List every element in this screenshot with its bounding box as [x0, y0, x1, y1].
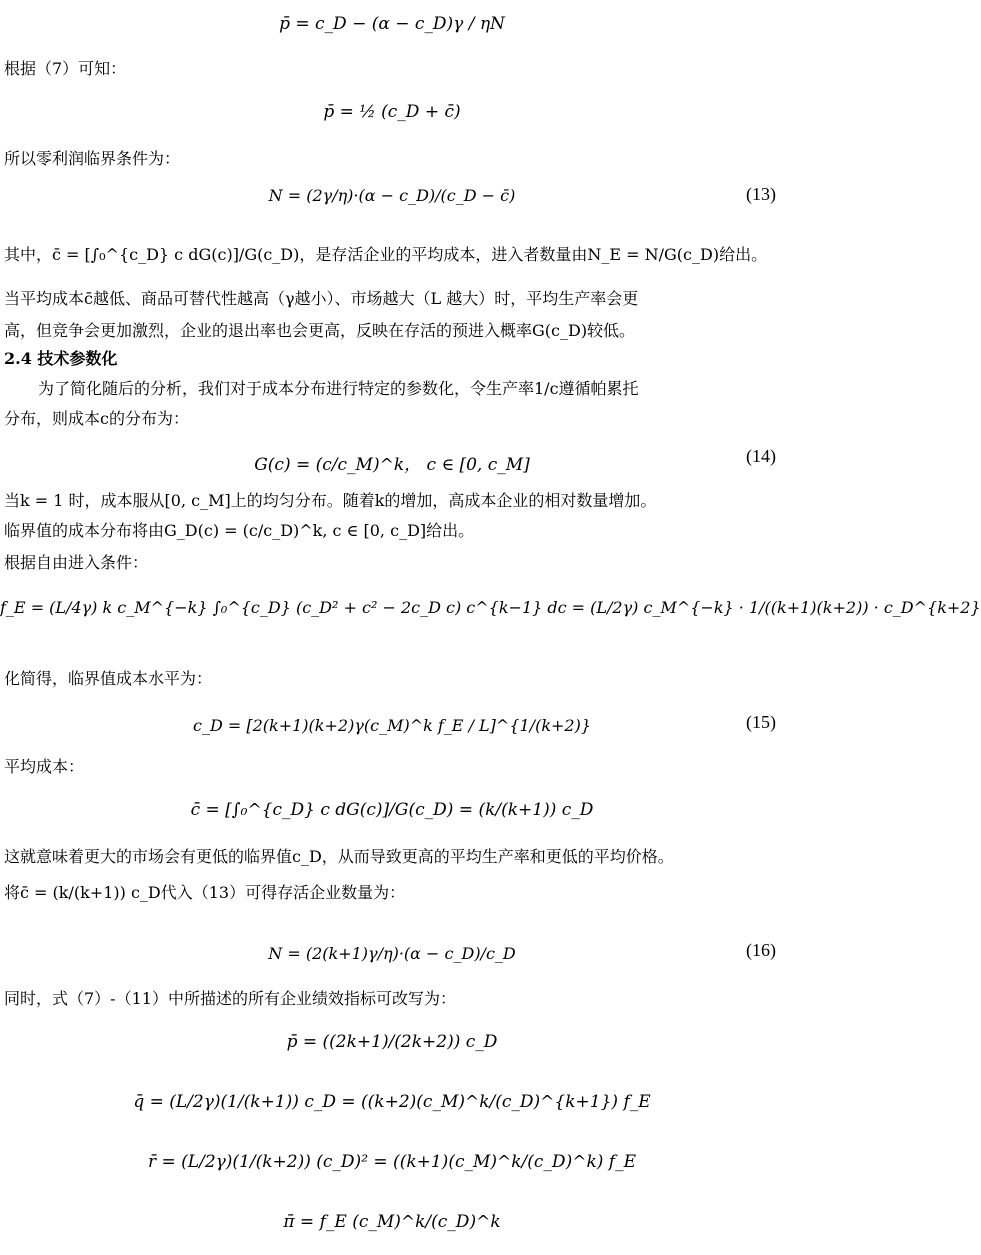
paragraph-line: 其中，c̄ = [∫₀^{c_D} c dG(c)]/G(c_D)，是存活企业的平均成本，进入者数量由N_E = N/G(c_D)给出。: [4, 245, 768, 264]
paragraph-line: 同时，式（7）-（11）中所描述的所有企业绩效指标可改写为：: [4, 989, 456, 1008]
paragraph-line: 化简得，临界值成本水平为：: [4, 669, 213, 688]
paragraph-line: 分布，则成本c的分布为：: [4, 409, 189, 428]
equation-mean-price-k: p̄ = ((2k+1)/(2k+2)) c_D: [286, 1032, 498, 1052]
equation-14: G(c) = (c/c_M)^k， c ∈ [0, c_M]: [254, 455, 530, 475]
paragraph-line: 为了简化随后的分析，我们对于成本分布进行特定的参数化，令生产率1/c遵循帕累托: [38, 379, 639, 398]
paragraph-line: 根据（7）可知：: [4, 59, 127, 78]
equation-mean-revenue: r̄ = (L/2γ)(1/(k+2)) (c_D)² = ((k+1)(c_M)^k/(c_D)^k) f_E: [148, 1152, 636, 1172]
paragraph-line: 高，但竞争会更加激烈，企业的退出率也会更高，反映在存活的预进入概率G(c_D)较低。: [4, 321, 636, 340]
paragraph-line: 将c̄ = (k/(k+1)) c_D代入（13）可得存活企业数量为：: [4, 883, 406, 902]
equation-mean-profit: π̄ = f_E (c_M)^k/(c_D)^k: [283, 1212, 501, 1232]
section-heading-2-4: 2.4 技术参数化: [4, 349, 118, 368]
paragraph-line: 当平均成本c̄越低、商品可替代性越高（γ越小）、市场越大（L 越大）时，平均生产率会更: [4, 289, 639, 308]
equation-number-14: (14): [746, 446, 776, 466]
equation-number-13: (13): [746, 184, 776, 204]
paragraph-line: 这就意味着更大的市场会有更低的临界值c_D，从而导致更高的平均生产率和更低的平均价格。: [4, 847, 674, 866]
equation-mean-price-average: p̄ = ½ (c_D + c̄): [323, 102, 461, 122]
equation-15: c_D = [2(k+1)(k+2)γ(c_M)^k f_E / L]^{1/(k+2)}: [192, 716, 592, 735]
paragraph-line: 根据自由进入条件：: [4, 553, 149, 572]
paragraph-line: 当k = 1 时，成本服从[0, c_M]上的均匀分布。随着k的增加，高成本企业的相对数量增加。: [4, 491, 657, 510]
paragraph-line: 临界值的成本分布将由G_D(c) = (c/c_D)^k, c ∈ [0, c_D]给出。: [4, 521, 475, 540]
equation-mean-price: p̄ = c_D − (α − c_D)γ / ηN: [279, 14, 505, 34]
paragraph-line: 所以零利润临界条件为：: [4, 149, 181, 168]
equation-average-cost: c̄ = [∫₀^{c_D} c dG(c)]/G(c_D) = (k/(k+1)) c_D: [190, 800, 594, 820]
equation-number-15: (15): [746, 712, 776, 732]
paragraph-line: 平均成本：: [4, 757, 85, 776]
equation-number-16: (16): [746, 940, 776, 960]
equation-mean-quantity: q̄ = (L/2γ)(1/(k+1)) c_D = ((k+2)(c_M)^k/(c_D)^{k+1}) f_E: [133, 1092, 651, 1112]
equation-16: N = (2(k+1)γ/η)·(α − c_D)/c_D: [268, 944, 516, 963]
equation-13: N = (2γ/η)·(α − c_D)/(c_D − c̄): [268, 186, 516, 205]
equation-free-entry: f_E = (L/4γ) k c_M^{−k} ∫₀^{c_D} (c_D² + c² − 2c_D c) c^{k−1} dc = (L/2γ) c_M^{−k} · 1/((k+1)(k+2)) · c_D^{k+2}: [0, 598, 981, 617]
